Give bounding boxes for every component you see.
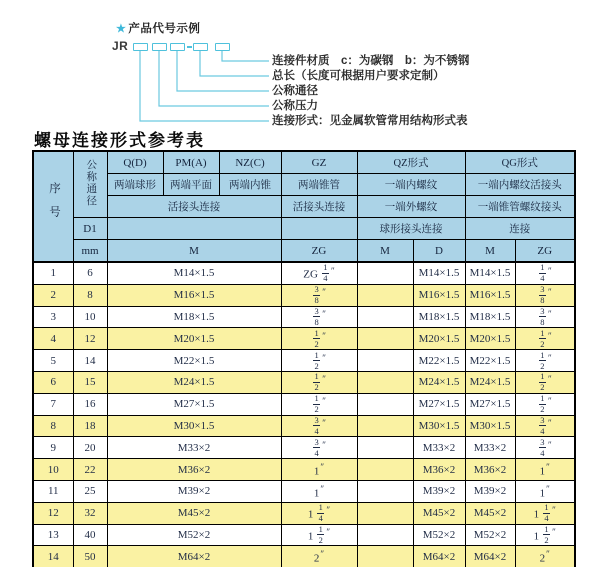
- table-row: [33, 459, 575, 481]
- gz-zg-cell: 2″: [281, 546, 357, 567]
- row-no-cell: 6: [33, 371, 73, 393]
- d1-header: D1: [73, 218, 107, 240]
- row-no-cell: 3: [33, 306, 73, 328]
- qz-d-cell: M16×1.5: [413, 284, 465, 306]
- gz-zg-cell: ZG $\frac{1}{4}$ ″: [281, 262, 357, 284]
- m-cell: M14×1.5: [107, 262, 281, 284]
- qg-zg-cell: $\frac{3}{8}$ ″: [515, 306, 575, 328]
- dn-cell: 15: [73, 371, 107, 393]
- table-row: [33, 480, 575, 502]
- table-row: [33, 437, 575, 459]
- qz-m-cell: [357, 393, 413, 415]
- qz-d-cell: M39×2: [413, 480, 465, 502]
- dn-header: 公称通径: [73, 151, 107, 218]
- qz-m-cell: [357, 328, 413, 350]
- table-row: [33, 284, 575, 306]
- gz-form-header: GZ: [281, 151, 357, 174]
- reference-table-container: [32, 150, 576, 567]
- gz-zg-cell: $\frac{1}{2}$ ″: [281, 371, 357, 393]
- qz-d-cell: M18×1.5: [413, 306, 465, 328]
- dn-cell: 8: [73, 284, 107, 306]
- qg-zg-cell: $\frac{3}{4}$ ″: [515, 415, 575, 437]
- dn-cell: 25: [73, 480, 107, 502]
- qz-m-header: M: [357, 240, 413, 263]
- qg-zg-cell: $\frac{1}{4}$ ″: [515, 262, 575, 284]
- gz-zg-cell: $\frac{3}{8}$ ″: [281, 284, 357, 306]
- qz-sub1-header: 一端内螺纹: [357, 174, 465, 196]
- qz-m-cell: [357, 415, 413, 437]
- label-nominal-pressure: 公称压力: [272, 100, 318, 112]
- qg-connection-header: 连接: [465, 218, 575, 240]
- qz-d-cell: M64×2: [413, 546, 465, 567]
- table-body: [33, 262, 575, 567]
- product-code-heading: [116, 20, 200, 36]
- m-cell: M24×1.5: [107, 371, 281, 393]
- dn-cell: 50: [73, 546, 107, 567]
- row-no-cell: 14: [33, 546, 73, 567]
- connector-line: [140, 51, 269, 121]
- gz-zg-cell: 1″: [281, 480, 357, 502]
- dn-cell: 10: [73, 306, 107, 328]
- row-no-cell: 8: [33, 415, 73, 437]
- row-no-cell: 5: [33, 350, 73, 372]
- gz-zg-cell: $\frac{1}{2}$ ″: [281, 350, 357, 372]
- qg-m-cell: M39×2: [465, 480, 515, 502]
- qz-sub2-header: 一端外螺纹: [357, 196, 465, 218]
- label-material: 连接件材质 c：为碳钢 b：为不锈钢: [272, 55, 470, 67]
- qg-m-cell: M14×1.5: [465, 262, 515, 284]
- table-row: [33, 350, 575, 372]
- dn-cell: 18: [73, 415, 107, 437]
- qg-zg-cell: 1 $\frac{1}{4}$ ″: [515, 502, 575, 524]
- table-row: [33, 262, 575, 284]
- qz-m-cell: [357, 306, 413, 328]
- gz-connection-header: 活接头连接: [281, 196, 357, 218]
- gz-zg-cell: $\frac{1}{2}$ ″: [281, 328, 357, 350]
- dn-cell: 14: [73, 350, 107, 372]
- qg-zg-cell: $\frac{1}{2}$ ″: [515, 393, 575, 415]
- table-row: [33, 415, 575, 437]
- qg-m-cell: M64×2: [465, 546, 515, 567]
- m-cell: M36×2: [107, 459, 281, 481]
- dn-cell: 16: [73, 393, 107, 415]
- qz-m-cell: [357, 502, 413, 524]
- gz-zg-cell: 1″: [281, 459, 357, 481]
- qg-m-cell: M30×1.5: [465, 415, 515, 437]
- qg-zg-cell: $\frac{1}{2}$ ″: [515, 328, 575, 350]
- gz-zg-cell: $\frac{3}{8}$ ″: [281, 306, 357, 328]
- m-cell: M64×2: [107, 546, 281, 567]
- mm-header: mm: [73, 240, 107, 263]
- qz-m-cell: [357, 437, 413, 459]
- label-nominal-diameter: 公称通径: [272, 85, 318, 97]
- qg-zg-cell: 1 $\frac{1}{2}$ ″: [515, 524, 575, 546]
- gz-zg-cell: 1 $\frac{1}{4}$ ″: [281, 502, 357, 524]
- row-no-cell: 2: [33, 284, 73, 306]
- dn-cell: 22: [73, 459, 107, 481]
- m-cell: M30×1.5: [107, 415, 281, 437]
- connector-line: [200, 51, 269, 76]
- table-row: [33, 502, 575, 524]
- qg-form-header: QG形式: [465, 151, 575, 174]
- code-segment-box: [133, 43, 148, 51]
- qz-d-cell: M52×2: [413, 524, 465, 546]
- dn-cell: 32: [73, 502, 107, 524]
- code-segment-box: [152, 43, 167, 51]
- table-row: [33, 393, 575, 415]
- qg-sub1-header: 一端内螺纹活接头: [465, 174, 575, 196]
- code-segment-box: [193, 43, 208, 51]
- dn-cell: 40: [73, 524, 107, 546]
- qg-m-header: M: [465, 240, 515, 263]
- qg-m-cell: M33×2: [465, 437, 515, 459]
- qg-zg-cell: $\frac{3}{4}$ ″: [515, 437, 575, 459]
- code-segment-box: [170, 43, 185, 51]
- row-no-cell: 10: [33, 459, 73, 481]
- qz-m-cell: [357, 480, 413, 502]
- qz-d-header: D: [413, 240, 465, 263]
- gz-sub-header: 两端锥管: [281, 174, 357, 196]
- qg-zg-cell: 1″: [515, 480, 575, 502]
- qz-m-cell: [357, 350, 413, 372]
- table-row: [33, 524, 575, 546]
- qz-d-cell: M14×1.5: [413, 262, 465, 284]
- table-title: 螺母连接形式参考表: [34, 131, 205, 151]
- table-row: [33, 546, 575, 567]
- qz-m-cell: [357, 459, 413, 481]
- gz-zg-cell: $\frac{1}{2}$ ″: [281, 393, 357, 415]
- qg-zg-cell: 1″: [515, 459, 575, 481]
- gz-zg-cell: 1 $\frac{1}{2}$ ″: [281, 524, 357, 546]
- m-cell: M39×2: [107, 480, 281, 502]
- row-no-cell: 7: [33, 393, 73, 415]
- row-no-cell: 13: [33, 524, 73, 546]
- seq-header: 序号: [33, 151, 73, 262]
- qg-zg-cell: $\frac{1}{2}$ ″: [515, 350, 575, 372]
- gz-zg-cell: $\frac{3}{4}$ ″: [281, 415, 357, 437]
- star-icon: ★: [116, 23, 127, 35]
- gz-zg-header: ZG: [281, 240, 357, 263]
- m-cell: M20×1.5: [107, 328, 281, 350]
- code-separator-dash: [187, 46, 192, 48]
- table-row: [33, 306, 575, 328]
- qz-connection-header: 球形接头连接: [357, 218, 465, 240]
- qz-d-cell: M20×1.5: [413, 328, 465, 350]
- connector-line: [177, 51, 269, 91]
- qz-d-cell: M33×2: [413, 437, 465, 459]
- row-no-cell: 1: [33, 262, 73, 284]
- union-connection-header: 活接头连接: [107, 196, 281, 218]
- qz-d-cell: M36×2: [413, 459, 465, 481]
- qg-m-cell: M36×2: [465, 459, 515, 481]
- gz-zg-cell: $\frac{3}{4}$ ″: [281, 437, 357, 459]
- qz-m-cell: [357, 524, 413, 546]
- row-no-cell: 9: [33, 437, 73, 459]
- pm-sub-header: 两端平面: [163, 174, 219, 196]
- row-no-cell: 4: [33, 328, 73, 350]
- connector-line: [222, 51, 269, 61]
- qg-sub2-header: 一端锥管螺纹接头: [465, 196, 575, 218]
- qg-zg-cell: 2″: [515, 546, 575, 567]
- qz-m-cell: [357, 546, 413, 567]
- qg-zg-header: ZG: [515, 240, 575, 263]
- blank-header-cell: [107, 218, 281, 240]
- m-cell: M22×1.5: [107, 350, 281, 372]
- nut-connection-reference-table: [32, 150, 576, 567]
- table-row: [33, 328, 575, 350]
- qz-form-header: QZ形式: [357, 151, 465, 174]
- qz-d-cell: M30×1.5: [413, 415, 465, 437]
- pm-form-header: PM(A): [163, 151, 219, 174]
- m-cell: M33×2: [107, 437, 281, 459]
- product-code-heading-label: 产品代号示例: [128, 23, 201, 35]
- row-no-cell: 12: [33, 502, 73, 524]
- blank-header-cell: [281, 218, 357, 240]
- label-connection-form: 连接形式：见金属软管常用结构形式表: [272, 115, 468, 127]
- label-total-length: 总长（长度可根据用户要求定制）: [272, 70, 445, 82]
- qg-m-cell: M18×1.5: [465, 306, 515, 328]
- product-code-prefix: JR: [112, 39, 129, 53]
- nz-form-header: NZ(C): [219, 151, 281, 174]
- qg-m-cell: M27×1.5: [465, 393, 515, 415]
- table-row: [33, 371, 575, 393]
- qg-m-cell: M52×2: [465, 524, 515, 546]
- dn-cell: 6: [73, 262, 107, 284]
- m-cell: M45×2: [107, 502, 281, 524]
- m-cell: M27×1.5: [107, 393, 281, 415]
- dn-cell: 20: [73, 437, 107, 459]
- qz-d-cell: M22×1.5: [413, 350, 465, 372]
- row-no-cell: 11: [33, 480, 73, 502]
- qg-m-cell: M24×1.5: [465, 371, 515, 393]
- qg-m-cell: M16×1.5: [465, 284, 515, 306]
- q-form-header: Q(D): [107, 151, 163, 174]
- qg-m-cell: M20×1.5: [465, 328, 515, 350]
- connector-line: [159, 51, 269, 106]
- qz-d-cell: M27×1.5: [413, 393, 465, 415]
- m-cell: M18×1.5: [107, 306, 281, 328]
- nz-sub-header: 两端内锥: [219, 174, 281, 196]
- qz-m-cell: [357, 284, 413, 306]
- m-cell: M16×1.5: [107, 284, 281, 306]
- m-merged-header: M: [107, 240, 281, 263]
- qz-m-cell: [357, 371, 413, 393]
- m-cell: M52×2: [107, 524, 281, 546]
- qz-m-cell: [357, 262, 413, 284]
- dn-cell: 12: [73, 328, 107, 350]
- qz-d-cell: M45×2: [413, 502, 465, 524]
- qg-m-cell: M45×2: [465, 502, 515, 524]
- qz-d-cell: M24×1.5: [413, 371, 465, 393]
- qg-zg-cell: $\frac{1}{2}$ ″: [515, 371, 575, 393]
- qg-zg-cell: $\frac{3}{8}$ ″: [515, 284, 575, 306]
- qg-m-cell: M22×1.5: [465, 350, 515, 372]
- code-segment-box: [215, 43, 230, 51]
- q-sub-header: 两端球形: [107, 174, 163, 196]
